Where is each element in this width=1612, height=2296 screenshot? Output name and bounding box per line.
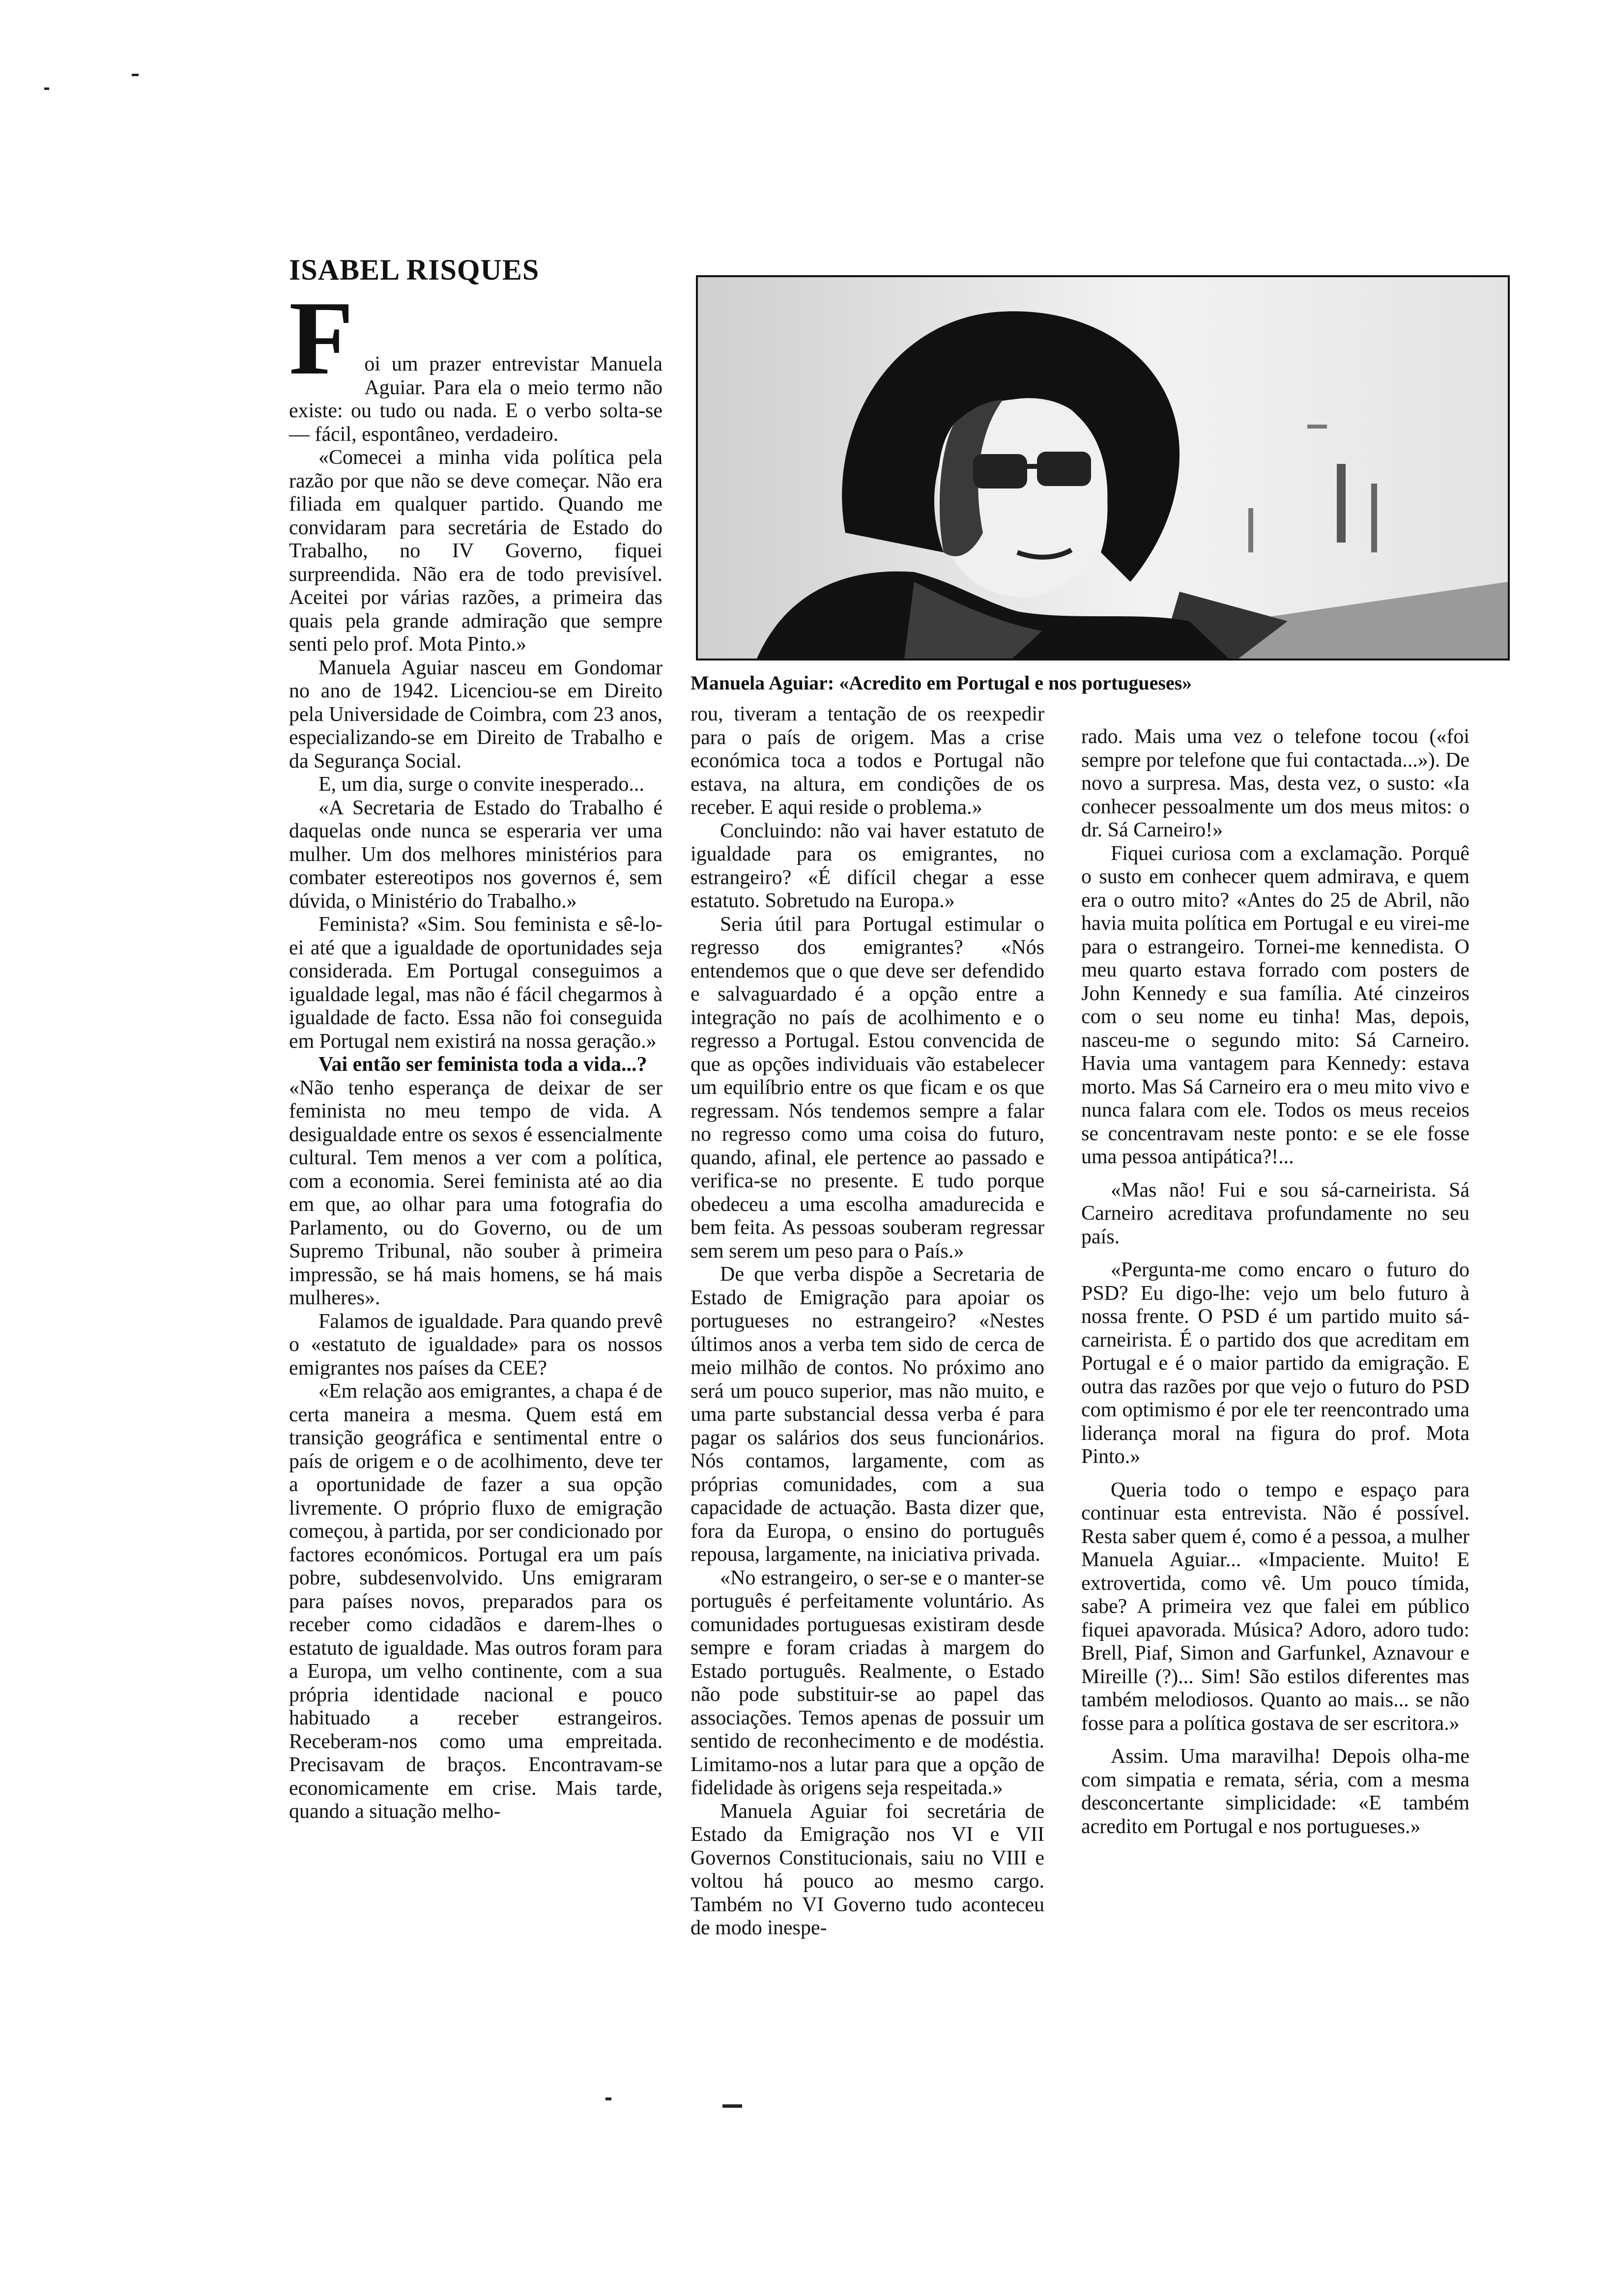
paragraph: Manuela Aguiar foi secretária de Estado da Emigração nos VI e VII Governos Constitucionais, saiu no VIII e voltou há pouco ao mesmo cargo. Também no VI Governo tudo aconteceu de modo inespe-: [691, 1800, 1044, 1939]
portrait-photo: [696, 275, 1510, 660]
paragraph: rado. Mais uma vez o telefone tocou («foi sempre por telefone que fui contactada...»). De novo a surpresa. Mas, desta vez, o susto: «Ia conhecer pessoalmente um dos meus mitos: o dr. Sá Carneiro!»: [1081, 725, 1469, 841]
drop-cap: F: [289, 279, 354, 397]
paragraph: Vai então ser feminista toda a vida...?: [318, 1053, 647, 1076]
article-column-2: [691, 703, 1044, 1940]
paragraph: rou, tiveram a tentação de os reexpedir para o país de origem. Mas a crise económica toca a todos e Portugal não estava, na altura, em condições de os receber. E aqui reside o problema.»: [691, 703, 1044, 819]
paragraph: De que verba dispõe a Secretaria de Estado de Emigração para apoiar os portugueses no estrangeiro? «Nestes últimos anos a verba tem sido de cerca de meio milhão de contos. No próximo ano será um pouco superior, mas não muito, e uma parte substancial dessa verba é para pagar os salários dos seus funcionários. Nós contamos, largamente, com as próprias comunidades, com a sua capacidade de actuação. Basta dizer que, fora da Europa, o ensino do português repousa, largamente, na iniciativa privada.: [691, 1263, 1044, 1566]
scan-speck: [722, 2104, 742, 2108]
article-column-1: [289, 279, 662, 1824]
paragraph: Feminista? «Sim. Sou feminista e sê-lo-ei até que a igualdade de oportunidades seja considerada. Em Portugal conseguimos a igualdade legal, mas não é fácil chegarmos à igualdade de facto. Essa não foi conseguida em Portugal nem existirá na nossa geração.»: [289, 913, 662, 1053]
paragraph: Queria todo o tempo e espaço para continuar esta entrevista. Não é possível. Resta saber quem é, como é a pessoa, a mulher Manuela Aguiar... «Impaciente. Muito! E extrovertida, como vê. Um pouco tímida, sabe? A primeira vez que falei em público fiquei apavorada. Música? Adoro, adoro tudo: Brell, Piaf, Simon and Garfunkel, Aznavour e Mireille (?)... Sim! São estilos diferentes mas também melodiosos. Quanto ao mais... se não fosse para a política gostava de ser escritora.»: [1081, 1478, 1469, 1735]
photo-caption: Manuela Aguiar: «Acredito em Portugal e nos portugueses»: [691, 672, 1192, 694]
scan-speck: [132, 74, 139, 76]
paragraph: «Não tenho esperança de deixar de ser feminista no meu tempo de vida. A desigualdade entre os sexos é essencialmente cultural. Tem menos a ver com a política, com a economia. Serei feminista até ao dia em que, ao olhar para uma fotografia do Parlamento, ou do Governo, ou de um Supremo Tribunal, não souber à primeira impressão, se há mais homens, se há mais mulheres».: [289, 1076, 662, 1309]
author-byline: ISABEL RISQUES: [289, 254, 540, 286]
scan-speck: [605, 2097, 611, 2100]
portrait-image: [698, 277, 1508, 659]
paragraph: «No estrangeiro, o ser-se e o manter-se português é perfeitamente voluntário. As comunidades portuguesas existiram desde sempre e foram criadas à margem do Estado português. Realmente, o Estado não pode substituir-se ao papel das associações. Temos apenas de possuir um sentido de reconhecimento e de modéstia. Limitamo-nos a lutar para que a opção de fidelidade às origens seja respeitada.»: [691, 1566, 1044, 1799]
paragraph: oi um prazer entrevistar Manuela Aguiar. Para ela o meio termo não existe: ou tudo ou nada. E o verbo solta-se — fácil, espontâneo, verdadeiro.: [289, 353, 662, 446]
paragraph: Assim. Uma maravilha! Depois olha-me com simpatia e remata, séria, com a mesma desconcertante simplicidade: «E também acredito em Portugal e nos portugueses.»: [1081, 1745, 1469, 1838]
paragraph: «Comecei a minha vida política pela razão por que não se deve começar. Não era filiada em qualquer partido. Quando me convidaram para secretária de Estado do Trabalho, no IV Governo, fiquei surpreendida. Não era de todo previsível. Aceitei por várias razões, a primeira das quais pela grande admiração que sempre senti pelo prof. Mota Pinto.»: [289, 446, 662, 656]
paragraph: «A Secretaria de Estado do Trabalho é daquelas onde nunca se esperaria ver uma mulher. Um dos melhores ministérios para combater estereotipos nos governos é, sem dúvida, o Ministério do Trabalho.»: [289, 796, 662, 913]
paragraph: Fiquei curiosa com a exclamação. Porquê o susto em conhecer quem admirava, e quem era o outro mito? «Antes do 25 de Abril, não havia muita política em Portugal e eu virei-me para o estrangeiro. Tornei-me kennedista. O meu quarto estava forrado com posters de John Kennedy e sua família. Até cinzeiros com o seu nome eu tinha! Mas, depois, nasceu-me o segundo mito: Sá Carneiro. Havia uma vantagem para Kennedy: estava morto. Mas Sá Carneiro era o meu mito vivo e nunca falara com ele. Todos os meus receios se concentravam neste ponto: e se ele fosse uma pessoa antipática?!...: [1081, 842, 1469, 1168]
paragraph: «Mas não! Fui e sou sá-carneirista. Sá Carneiro acreditava profundamente no seu país.: [1081, 1178, 1469, 1248]
paragraph: Seria útil para Portugal estimular o regresso dos emigrantes? «Nós entendemos que o que deve ser defendido e salvaguardado é a opção entre a integração no país de acolhimento e o regresso a Portugal. Estou convencida de que as opções individuais vão estabelecer um equilíbrio entre os que ficam e os que regressam. Nós tendemos sempre a falar no regresso como uma coisa do futuro, quando, afinal, ele pertence ao passado e verifica-se no presente. E tudo porque obedeceu a uma escolha amadurecida e bem feita. As pessoas souberam regressar sem serem um peso para o País.»: [691, 913, 1044, 1263]
scan-speck: [44, 87, 49, 90]
paragraph: Manuela Aguiar nasceu em Gondomar no ano de 1942. Licenciou-se em Direito pela Universidade de Coimbra, com 23 anos, especializando-se em Direito de Trabalho e da Segurança Social.: [289, 656, 662, 773]
paragraph: Concluindo: não vai haver estatuto de igualdade para os emigrantes, no estrangeiro? «É difícil chegar a esse estatuto. Sobretudo na Europa.»: [691, 819, 1044, 912]
paragraph: «Pergunta-me como encaro o futuro do PSD? Eu digo-lhe: vejo um belo futuro à nossa frente. O PSD é um partido muito sá-carneirista. É o partido dos que acreditam em Portugal e é o maior partido da emigração. E outra das razões por que vejo o futuro do PSD com optimismo é por ele ter reencontrado uma liderança moral na figura do prof. Mota Pinto.»: [1081, 1259, 1469, 1468]
paragraph: E, um dia, surge o convite inesperado...: [318, 773, 644, 796]
paragraph: Falamos de igualdade. Para quando prevê o «estatuto de igualdade» para os nossos emigrantes nos países da CEE?: [289, 1310, 662, 1379]
paragraph: «Em relação aos emigrantes, a chapa é de certa maneira a mesma. Quem está em transição geográfica e sentimental entre o país de origem e o de acolhimento, deve ter a oportunidade de fazer a sua opção livremente. O próprio fluxo de emigração começou, à partida, por ser condicionado por factores económicos. Portugal era um país pobre, subdesenvolvido. Uns emigraram para países novos, preparados para os receber como cidadãos e darem-lhes o estatuto de igualdade. Mas outros foram para a Europa, um velho continente, com a sua própria identidade nacional e pouco habituado a receber estrangeiros. Receberam-nos como uma empreitada. Precisavam de braços. Encontravam-se economicamente em crise. Mais tarde, quando a situação melho-: [289, 1380, 662, 1823]
article-column-3: [1081, 725, 1469, 1838]
